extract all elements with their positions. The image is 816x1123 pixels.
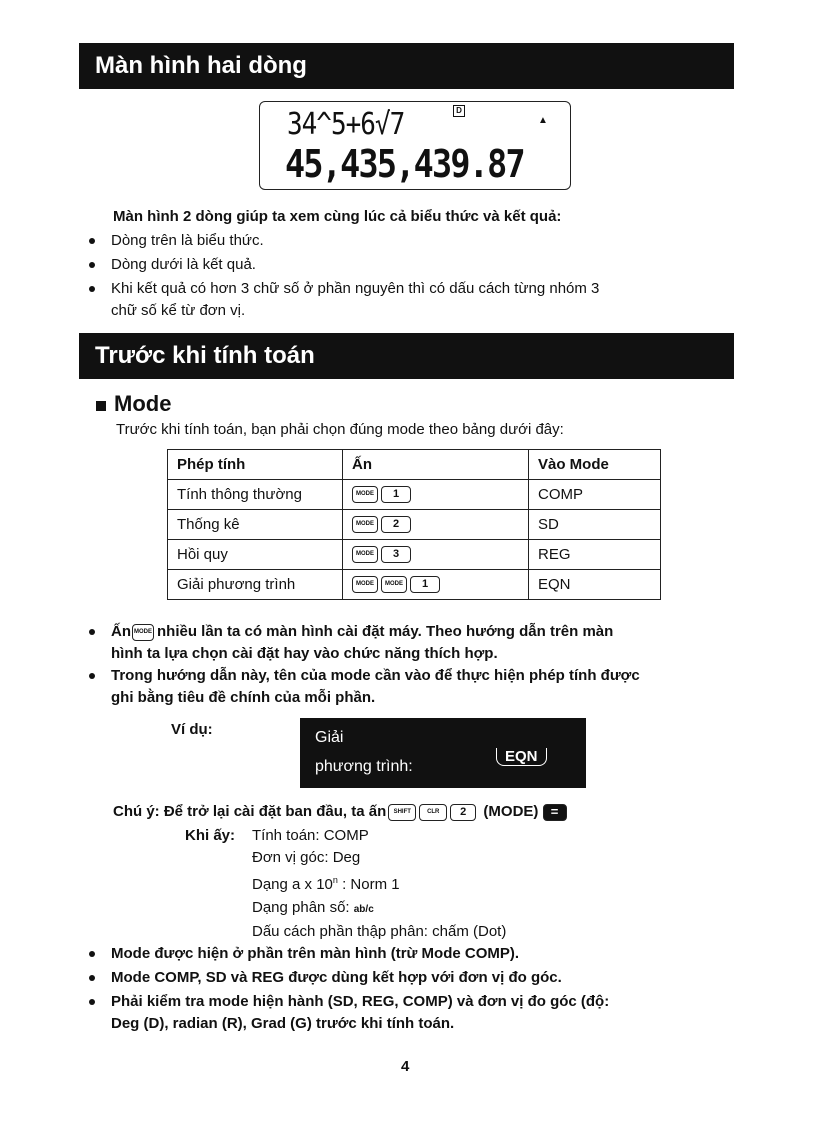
example-line-2: phương trình: — [315, 758, 413, 775]
bullet-text-main: nhiều lần ta có màn hình cài đặt máy. Theo hướng dẫn trên màn — [157, 623, 614, 640]
two-key-icon: 2 — [450, 804, 476, 821]
bullet-text: Phải kiểm tra mode hiện hành (SD, REG, COMP) và đơn vị đo góc (độ: — [111, 993, 610, 1010]
bullet-icon — [89, 262, 95, 268]
cell-mode: SD — [529, 510, 661, 540]
degree-indicator: D — [453, 105, 465, 117]
bullet-icon — [89, 999, 95, 1005]
cell-keys — [343, 480, 529, 510]
table-row — [168, 510, 661, 540]
bullet-text-cont: chữ số kể từ đơn vị. — [111, 302, 246, 319]
example-label: Ví dụ: — [171, 721, 213, 738]
bullet-text-cont: ghi bằng tiêu đề chính của mỗi phần. — [111, 689, 376, 706]
cell-mode: EQN — [529, 570, 661, 600]
bullet-icon — [89, 673, 95, 679]
header-operation: Phép tính — [168, 450, 343, 480]
mode-key-icon: MODE — [352, 516, 378, 533]
table-row — [168, 480, 661, 510]
bullet-prefix: Ấn — [111, 623, 131, 640]
cell-operation: Thống kê — [168, 510, 343, 540]
lcd-expression: 34^5+6√7 — [287, 107, 405, 143]
bullet-icon — [89, 951, 95, 957]
bullet-text — [111, 623, 613, 641]
note-line — [113, 803, 570, 821]
cell-keys — [343, 510, 529, 540]
exponent: n — [332, 875, 338, 885]
cell-operation: Hồi quy — [168, 540, 343, 570]
note-suffix: (MODE) — [483, 803, 539, 820]
fraction-label: Dạng phân số: — [252, 899, 350, 916]
setting-calc: Tính toán: COMP — [252, 827, 369, 844]
mode-intro: Trước khi tính toán, bạn phải chọn đúng mode theo bảng dưới đây: — [116, 421, 564, 438]
up-arrow-icon: ▲ — [538, 115, 548, 126]
format-value: : Norm 1 — [342, 876, 400, 893]
display-intro: Màn hình 2 dòng giúp ta xem cùng lúc cả biểu thức và kết quả: — [113, 208, 562, 225]
number-key: 1 — [410, 576, 440, 593]
header-press: Ấn — [343, 450, 529, 480]
equals-key-icon: = — [543, 804, 567, 821]
bullet-icon — [89, 629, 95, 635]
bullet-text: Mode COMP, SD và REG được dùng kết hợp với đơn vị đo góc. — [111, 969, 562, 986]
cell-operation: Giải phương trình — [168, 570, 343, 600]
clr-key-icon: CLR — [419, 804, 447, 821]
example-mode-badge: EQN — [496, 748, 547, 766]
then-label: Khi ấy: — [185, 827, 236, 844]
mode-key-icon: MODE — [352, 486, 378, 503]
mode-table — [167, 449, 661, 600]
section-title-two-line-display: Màn hình hai dòng — [79, 43, 734, 89]
setting-fraction — [252, 899, 374, 919]
cell-mode: REG — [529, 540, 661, 570]
bullet-text-cont: Deg (D), radian (R), Grad (G) trước khi tính toán. — [111, 1015, 455, 1032]
table-row — [168, 540, 661, 570]
number-key: 1 — [381, 486, 411, 503]
fraction-symbol: ab/c — [353, 904, 374, 915]
bullet-text: Khi kết quả có hơn 3 chữ số ở phần nguyên thì có dấu cách từng nhóm 3 — [111, 280, 600, 297]
shift-key-icon: SHIFT — [388, 804, 416, 821]
bullet-icon — [89, 286, 95, 292]
cell-keys — [343, 570, 529, 600]
setting-angle: Đơn vị góc: Deg — [252, 849, 361, 866]
bullet-text: Trong hướng dẫn này, tên của mode cần vào để thực hiện phép tính được — [111, 667, 640, 684]
section-title-before-calc: Trước khi tính toán — [79, 333, 734, 379]
mode-key-icon: MODE — [352, 546, 378, 563]
header-mode: Vào Mode — [529, 450, 661, 480]
lcd-display — [259, 101, 571, 190]
bullet-icon — [89, 238, 95, 244]
note-text: Để trở lại cài đặt ban đầu, ta ấn — [163, 803, 387, 820]
bullet-text: Dòng trên là biểu thức. — [111, 232, 264, 249]
table-row — [168, 570, 661, 600]
number-key: 3 — [381, 546, 411, 563]
cell-keys — [343, 540, 529, 570]
setting-decimal: Dấu cách phần thập phân: chấm (Dot) — [252, 923, 507, 940]
table-header-row — [168, 450, 661, 480]
number-key: 2 — [381, 516, 411, 533]
setting-format — [252, 871, 400, 894]
bullet-icon — [89, 975, 95, 981]
mode-heading: Mode — [114, 391, 172, 416]
bullet-text: Dòng dưới là kết quả. — [111, 256, 256, 273]
example-line-1: Giải — [315, 729, 344, 746]
mode-key-icon: MODE — [352, 576, 378, 593]
note-label: Chú ý: — [113, 803, 160, 820]
cell-operation: Tính thông thường — [168, 480, 343, 510]
square-bullet-icon — [96, 401, 106, 411]
example-screen — [300, 718, 586, 788]
mode-key-icon: MODE — [381, 576, 407, 593]
bullet-text-cont: hình ta lựa chọn cài đặt hay vào chức năng thích hợp. — [111, 645, 498, 662]
page-number: 4 — [401, 1058, 410, 1075]
bullet-text: Mode được hiện ở phần trên màn hình (trừ Mode COMP). — [111, 945, 520, 962]
mode-key-icon: MODE — [132, 624, 154, 641]
lcd-result: 45,435,439.87 — [285, 142, 524, 186]
format-label: Dạng a x 10 — [252, 876, 333, 893]
cell-mode: COMP — [529, 480, 661, 510]
